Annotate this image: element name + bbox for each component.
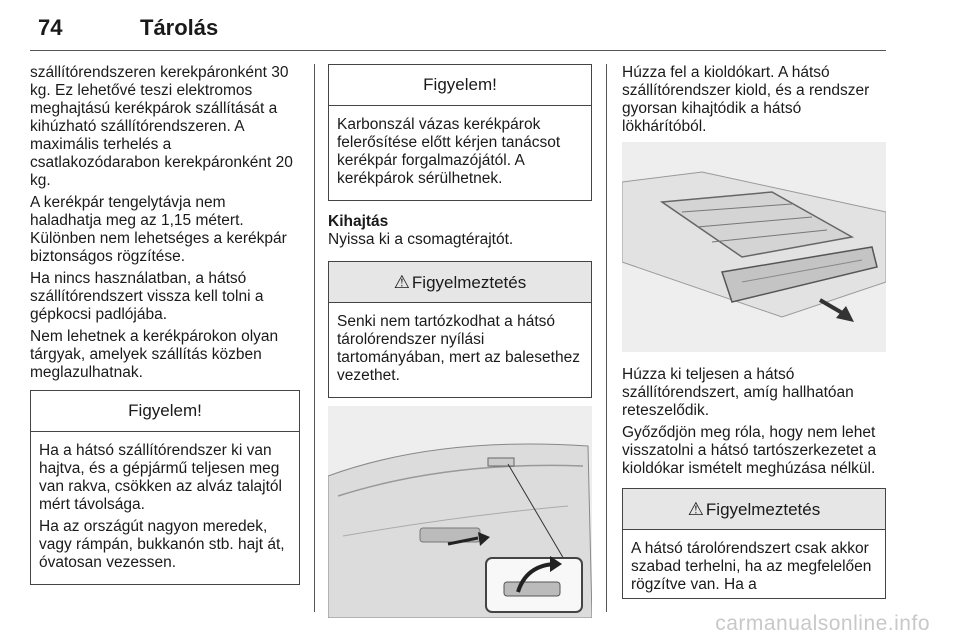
notice-box xyxy=(30,390,300,585)
column-2 xyxy=(328,64,592,618)
body-paragraph: Ha nincs használatban, a hátsó szállítórendszert vissza kell tolni a gépkocsi padlójába. xyxy=(30,270,264,323)
notice-text: Ha az országút nagyon meredek, vagy rámpán, bukkanón stb. hajt át, óvatosan vezessen. xyxy=(39,518,285,571)
column-1 xyxy=(30,64,300,585)
warning-title-text: Figyelmeztetés xyxy=(411,273,527,292)
warning-box xyxy=(328,261,592,398)
body-paragraph: A kerékpár tengelytávja nem haladhatja meg az 1,15 métert. Különben nem lehetséges a kerékpár biztonságos rögzítése. xyxy=(30,194,287,265)
warning-box xyxy=(622,488,886,599)
warning-title xyxy=(623,489,885,530)
warning-triangle-icon: ⚠ xyxy=(393,272,410,292)
warning-triangle-icon: ⚠ xyxy=(687,499,704,519)
notice-text: Karbonszál vázas kerékpárok felerősítése előtt kérjen tanácsot kerékpár forgalmazójától. A kerékpárok sérülhetnek. xyxy=(337,116,561,187)
page-header xyxy=(30,6,886,51)
notice-box xyxy=(328,64,592,201)
column-divider-2 xyxy=(606,64,607,612)
body-paragraph: Húzza ki teljesen a hátsó szállítórendszert, amíg hallhatóan reteszelődik. xyxy=(622,366,854,419)
instruction-text: Nyissa ki a csomagtérajtót. xyxy=(328,231,514,248)
column-3 xyxy=(622,64,886,599)
chapter-title: Tárolás xyxy=(140,15,219,40)
body-paragraph: Nem lehetnek a kerékpárokon olyan tárgyak, amelyek szállítás közben meglazulhatnak. xyxy=(30,328,279,381)
release-lever xyxy=(488,458,514,466)
warning-text: Senki nem tartózkodhat a hátsó tárolórendszer nyílási tartományában, mert az balesethez vezethet. xyxy=(337,313,580,384)
page-number: 74 xyxy=(38,15,63,40)
warning-title-text: Figyelmeztetés xyxy=(705,500,821,519)
section-subheading: Kihajtás xyxy=(328,213,389,230)
body-paragraph: Húzza fel a kioldókart. A hátsó szállítórendszer kiold, és a rendszer gyorsan kihajtódik a hátsó lökhárítóból. xyxy=(622,64,870,135)
carrier-extension-illustration xyxy=(622,142,886,352)
site-watermark: carmanualsonline.info xyxy=(715,612,930,635)
notice-text: Ha a hátsó szállítórendszer ki van hajtva, és a gépjármű teljesen meg van rakva, csökken az alváz talajtól mért távolsága. xyxy=(39,442,282,513)
body-paragraph: szállítórendszeren kerekpáronként 30 kg. Ez lehetővé teszi elektromos meghajtású kerékpárok szállítását a kihúzható szállítórendszeren. A maximális terhelés a csatlakozódarabon kerekpáronként 20 kg. xyxy=(30,64,293,189)
warning-text: A hátsó tárolórendszert csak akkor szabad terhelni, ha az megfelelően rögzítve van. Ha a xyxy=(631,540,872,593)
notice-title: Figyelem! xyxy=(329,65,591,106)
body-paragraph: Győződjön meg róla, hogy nem lehet visszatolni a hátsó tartószerkezetet a kioldókar ismételt meghúzása nélkül. xyxy=(622,424,877,477)
notice-title: Figyelem! xyxy=(31,391,299,432)
column-divider-1 xyxy=(314,64,315,612)
tailgate-illustration xyxy=(328,406,592,618)
warning-title xyxy=(329,262,591,303)
inset-lever xyxy=(504,582,560,596)
